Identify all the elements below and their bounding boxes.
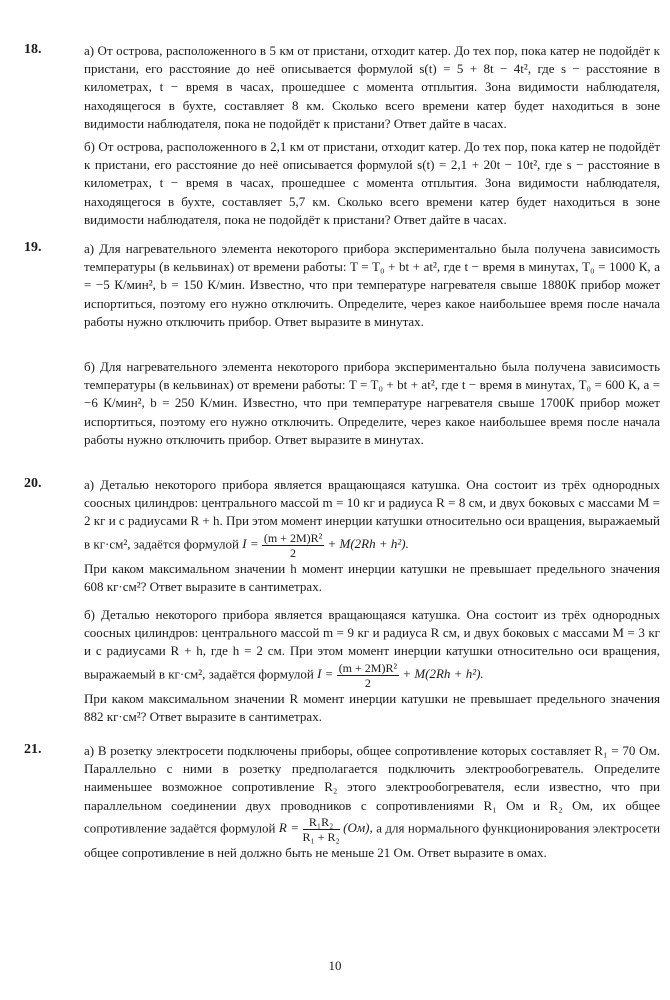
problem-text: б) Деталью некоторого прибора является вращающаяся катушка. Она состоит из трёх однородных соосных цилиндров: центрального массой m = 9 кг и радиуса R см, и двух боковых с массами M = 3 кг и с радиусами R + h, где h = 2 см. При этом момент инерции катушки относительно оси вращения, выражаемый в кг·см², задаётся формулой	[84, 607, 660, 682]
formula-lhs: I =	[317, 666, 334, 682]
problem-text: При каком максимальном значении h момент инерции катушки не превышает предельного значения 608 кг·см²? Ответ выразите в сантиметрах.	[84, 560, 660, 594]
page-number: 10	[328, 958, 342, 973]
problem-number: 20.	[24, 476, 42, 491]
problem-text: а) Деталью некоторого прибора является вращающаяся катушка. Она состоит из трёх однородных соосных цилиндров: центрального массой m = 10 кг и радиуса R = 8 см, и двух боковых с массами M = 2 кг и с радиусами R + h. При этом момент инерции катушки относительно оси вращения, выражаемый в кг·см², задаётся формулой	[84, 477, 660, 552]
problem-text: При каком максимальном значении R момент инерции катушки не превышает предельного значения 882 кг·см²? Ответ выразите в сантиметрах.	[84, 690, 660, 724]
fraction-denominator: 2	[290, 545, 297, 560]
problem-text: а) От острова, расположенного в 5 км от пристани, отходит катер. До тех пор, пока катер не подойдёт к пристани, его расстояние до неё описывается формулой s(t) = 5 + 8t − 4t², где s − расстояние в километрах, t − время в часах, прошедшее с момента отплытия. Зона видимости наблюдателя, находящегося в бухте, составляет 8 км. Сколько всего времени катер будет находиться в зоне видимости наблюдателя, пока не подойдёт к пристани? Ответ дайте в часах.	[84, 43, 660, 131]
problem-number: 19.	[24, 240, 42, 255]
formula-lhs: R =	[278, 820, 300, 836]
problem-part-a	[84, 240, 660, 331]
problem-text: б) Для нагревательного элемента некоторого прибора экспериментально была получена зависимость температуры (в кельвинах) от времени работы: T = T₀ + bt + at², где t − время в минутах, T₀ = 600 К, a = −6 К/мин², b = 250 К/мин. Известно, что при температуре нагревателя свыше 1700К прибор может испортиться, поэтому его нужно отключить. Определите, через какое наибольшее время после начала работы нужно отключить прибор. Ответ выразите в минутах.	[84, 359, 660, 447]
problem-part-b	[84, 606, 660, 726]
problem-text: а для нормального функционирования электросети общее сопротивление в ней должно быть не меньше 21 Ом. Ответ выразите в омах.	[84, 820, 661, 860]
formula-lhs: I =	[242, 536, 259, 552]
fraction-denominator: 2	[364, 675, 371, 690]
problem-number: 21.	[24, 742, 42, 757]
formula-rhs: + M(2Rh + h²).	[327, 536, 409, 552]
problem-part-a	[84, 42, 660, 133]
problem-part-b	[84, 138, 660, 229]
formula	[278, 814, 376, 844]
problem-part-b	[84, 358, 660, 449]
problem-number: 18.	[24, 42, 42, 57]
fraction-numerator: (m + 2M)R²	[263, 530, 323, 545]
fraction	[303, 815, 340, 844]
problem-text: а) В розетку электросети подключены приборы, общее сопротивление которых составляет R₁ = 70 Ом. Параллельно с ними в розетку предполагается подключить электрообогреватель. Определите наименьшее возможное сопротивление R₂ этого электрообогревателя, если известно, что при параллельном соединении двух проводников с сопротивлениями R₁ Ом и R₂ Ом, их общее сопротивление задаётся формулой	[84, 743, 660, 836]
formula-rhs: + M(2Rh + h²).	[402, 666, 484, 682]
problem-part-a	[84, 476, 660, 596]
fraction-numerator: (m + 2M)R²	[338, 660, 398, 675]
problem-text: б) От острова, расположенного в 2,1 км от пристани, отходит катер. До тех пор, пока катер не подойдёт к пристани, его расстояние до неё описывается формулой s(t) = 2,1 + 20t − 10t², где s − расстояние в километрах, t − время в часах, прошедшее с момента отплытия. Зона видимости наблюдателя, находящегося в бухте, составляет 5,7 км. Сколько всего времени катер будет находиться в зоне видимости наблюдателя, пока не подойдёт к пристани? Ответ дайте в часах.	[84, 139, 660, 227]
problem-part-a	[84, 742, 660, 862]
formula-rhs: (Ом),	[343, 820, 373, 836]
fraction	[262, 531, 324, 560]
problem-text: а) Для нагревательного элемента некоторого прибора экспериментально была получена зависимость температуры (в кельвинах) от времени работы: T = T₀ + bt + at², где t − время в минутах, T₀ = 1000 К, a = −5 К/мин², b = 150 К/мин. Известно, что при температуре нагревателя свыше 1880К прибор может испортиться, поэтому его нужно отключить. Определите, через какое наибольшее время после начала работы нужно отключить прибор. Ответ выразите в минутах.	[84, 241, 660, 329]
formula	[242, 530, 409, 560]
fraction-denominator: R₁ + R₂	[302, 829, 340, 844]
formula	[317, 660, 484, 690]
fraction	[337, 661, 399, 690]
fraction-numerator: R₁R₂	[303, 815, 340, 830]
